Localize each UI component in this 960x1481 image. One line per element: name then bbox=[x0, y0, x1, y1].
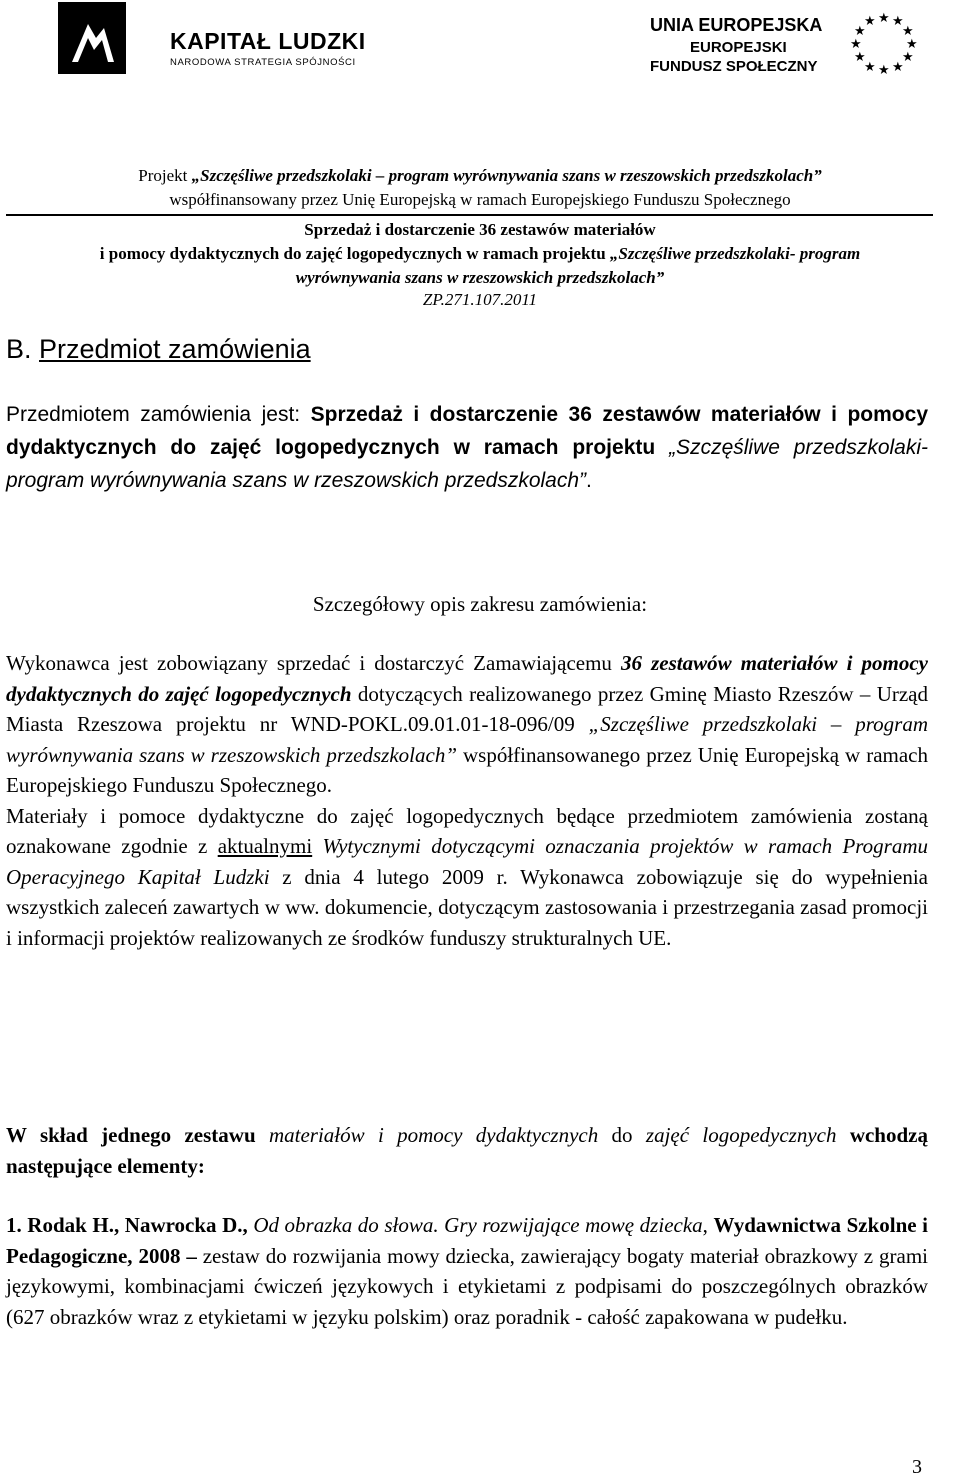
details-p1-d: „Szczęśliwe przedszkolaki – program wyrównywania szans w rzeszowskich przedszkolach” bbox=[6, 712, 928, 767]
section-intro-lead: Przedmiotem zamówienia jest: bbox=[6, 403, 311, 426]
svg-text:★: ★ bbox=[902, 24, 914, 39]
details-p2-a: Materiały i pomoce dydaktyczne do zajęć logopedycznych będące przedmiotem zamówienia zostaną oznakowane zgodnie z bbox=[6, 803, 928, 858]
section-letter: B. bbox=[6, 334, 40, 364]
details-p2-b: aktualnymi bbox=[217, 834, 313, 858]
kapital-ludzki-title: KAPITAŁ LUDZKI bbox=[170, 28, 366, 54]
eu-logo bbox=[650, 8, 940, 78]
svg-text:★: ★ bbox=[906, 37, 918, 52]
details-p1-a: Wykonawca jest zobowiązany sprzedać i dostarczyć Zamawiającemu bbox=[6, 651, 622, 675]
header-project-prefix: Projekt bbox=[138, 166, 192, 185]
details-p1-b: 36 zestawów materiałów i pomocy dydaktycznych do zajęć logopedycznych bbox=[6, 651, 928, 706]
list-item-title: Od obrazka do słowa. Gry rozwijające mowę dziecka bbox=[253, 1213, 703, 1237]
composition-b: materiałów i pomocy dydaktycznych bbox=[268, 1123, 599, 1147]
composition-e: wchodzą następujące elementy: bbox=[6, 1123, 928, 1178]
svg-text:★: ★ bbox=[902, 50, 914, 65]
details-paragraph-1 bbox=[6, 648, 928, 953]
page-number: 3 bbox=[912, 1456, 922, 1478]
section-intro-subject: Sprzedaż i dostarczenie 36 zestawów materiałów i pomocy dydaktycznych do zajęć logopedycznych w ramach projektu bbox=[6, 403, 928, 459]
details-heading: Szczegółowy opis zakresu zamówienia: bbox=[312, 592, 648, 616]
composition-d: zajęć logopedycznych bbox=[645, 1123, 837, 1147]
svg-text:★: ★ bbox=[864, 14, 876, 29]
kapital-ludzki-emblem-icon bbox=[58, 2, 126, 74]
header-subject-line2-prefix: i pomocy dydaktycznych do zajęć logopedycznych w ramach projektu bbox=[99, 244, 610, 263]
details-p2-d: Wytycznymi dotyczącymi oznaczania projektów w ramach Programu Operacyjnego Kapitał Ludzki bbox=[6, 834, 928, 889]
svg-text:★: ★ bbox=[892, 60, 904, 75]
header-divider bbox=[6, 214, 933, 216]
svg-text:★: ★ bbox=[892, 14, 904, 29]
header-subject-line1: Sprzedaż i dostarczenie 36 zestawów materiałów bbox=[304, 220, 656, 239]
header-project-title: „Szczęśliwe przedszkolaki – program wyrównywania szans w rzeszowskich przedszkolach” bbox=[191, 166, 822, 185]
section-title-text: Przedmiot zamówienia bbox=[39, 334, 311, 364]
svg-text:★: ★ bbox=[850, 37, 862, 52]
composition-c: do bbox=[598, 1123, 646, 1147]
list-item bbox=[6, 1210, 928, 1332]
header-subject-line2 bbox=[0, 244, 960, 264]
composition-a: W skład jednego zestawu bbox=[6, 1123, 269, 1147]
eu-logo-line3: FUNDUSZ SPOŁECZNY bbox=[650, 58, 818, 75]
section-intro-end: . bbox=[586, 469, 592, 492]
list-item-description: zestaw do rozwijania mowy dziecka, zawierający bogaty materiał obrazkowy z grami językowymi, kombinacjami ćwiczeń językowych i etykietami z podpisami do poszczególnych obrazków (627 obrazków wraz z etykietami w języku polskim) oraz poradnik - całość zapakowana w pudełku. bbox=[6, 1243, 928, 1329]
details-p2-c bbox=[312, 834, 322, 858]
section-title bbox=[6, 334, 311, 365]
svg-text:★: ★ bbox=[878, 63, 890, 78]
header-subject-line2-title: „Szczęśliwe przedszkolaki- program bbox=[609, 244, 861, 263]
header-subject-line3: wyrównywania szans w rzeszowskich przedszkolach” bbox=[295, 268, 665, 287]
svg-text:★: ★ bbox=[854, 50, 866, 65]
details-p1-e: współfinansowanego przez Unię Europejską w ramach Europejskiego Funduszu Społecznego. bbox=[6, 742, 928, 797]
kapital-ludzki-logo bbox=[52, 2, 366, 80]
details-p1-c: dotyczących realizowanego przez Gminę Miasto Rzeszów – Urząd Miasta Rzeszowa projektu nr WND-POKL.09.01.01-18-096/09 bbox=[6, 681, 928, 736]
header-cofinancing-line: współfinansowany przez Unię Europejską w ramach Europejskiego Funduszu Społecznego bbox=[169, 190, 791, 209]
svg-text:★: ★ bbox=[878, 11, 890, 26]
list-item-authors: 1. Rodak H., Nawrocka D., bbox=[6, 1213, 254, 1237]
section-intro-paragraph bbox=[6, 398, 928, 497]
eu-stars-icon bbox=[838, 8, 930, 78]
header-project-line bbox=[0, 166, 960, 186]
list-item-publisher: Wydawnictwa Szkolne i Pedagogiczne, 2008 – bbox=[6, 1213, 928, 1268]
eu-logo-line1: UNIA EUROPEJSKA bbox=[650, 15, 823, 35]
section-intro-project: „Szczęśliwe przedszkolaki- program wyrównywania szans w rzeszowskich przedszkolach” bbox=[6, 436, 928, 492]
details-p2-e: z dnia 4 lutego 2009 r. Wykonawca zobowiązuje się do wypełnienia wszystkich zaleceń zawartych w ww. dokumencie, dotyczącym zastosowania i przestrzegania zasad promocji i informacji projektów realizowanych ze środków funduszy strukturalnych UE. bbox=[6, 864, 928, 950]
composition-paragraph bbox=[6, 1120, 928, 1182]
header-reference-number: ZP.271.107.2011 bbox=[422, 290, 538, 309]
list-item-sep: , bbox=[702, 1213, 714, 1237]
svg-text:★: ★ bbox=[864, 60, 876, 75]
svg-text:★: ★ bbox=[854, 24, 866, 39]
eu-logo-line2: EUROPEJSKI bbox=[690, 39, 787, 56]
kapital-ludzki-subtitle: NARODOWA STRATEGIA SPÓJNOŚCI bbox=[170, 57, 356, 68]
